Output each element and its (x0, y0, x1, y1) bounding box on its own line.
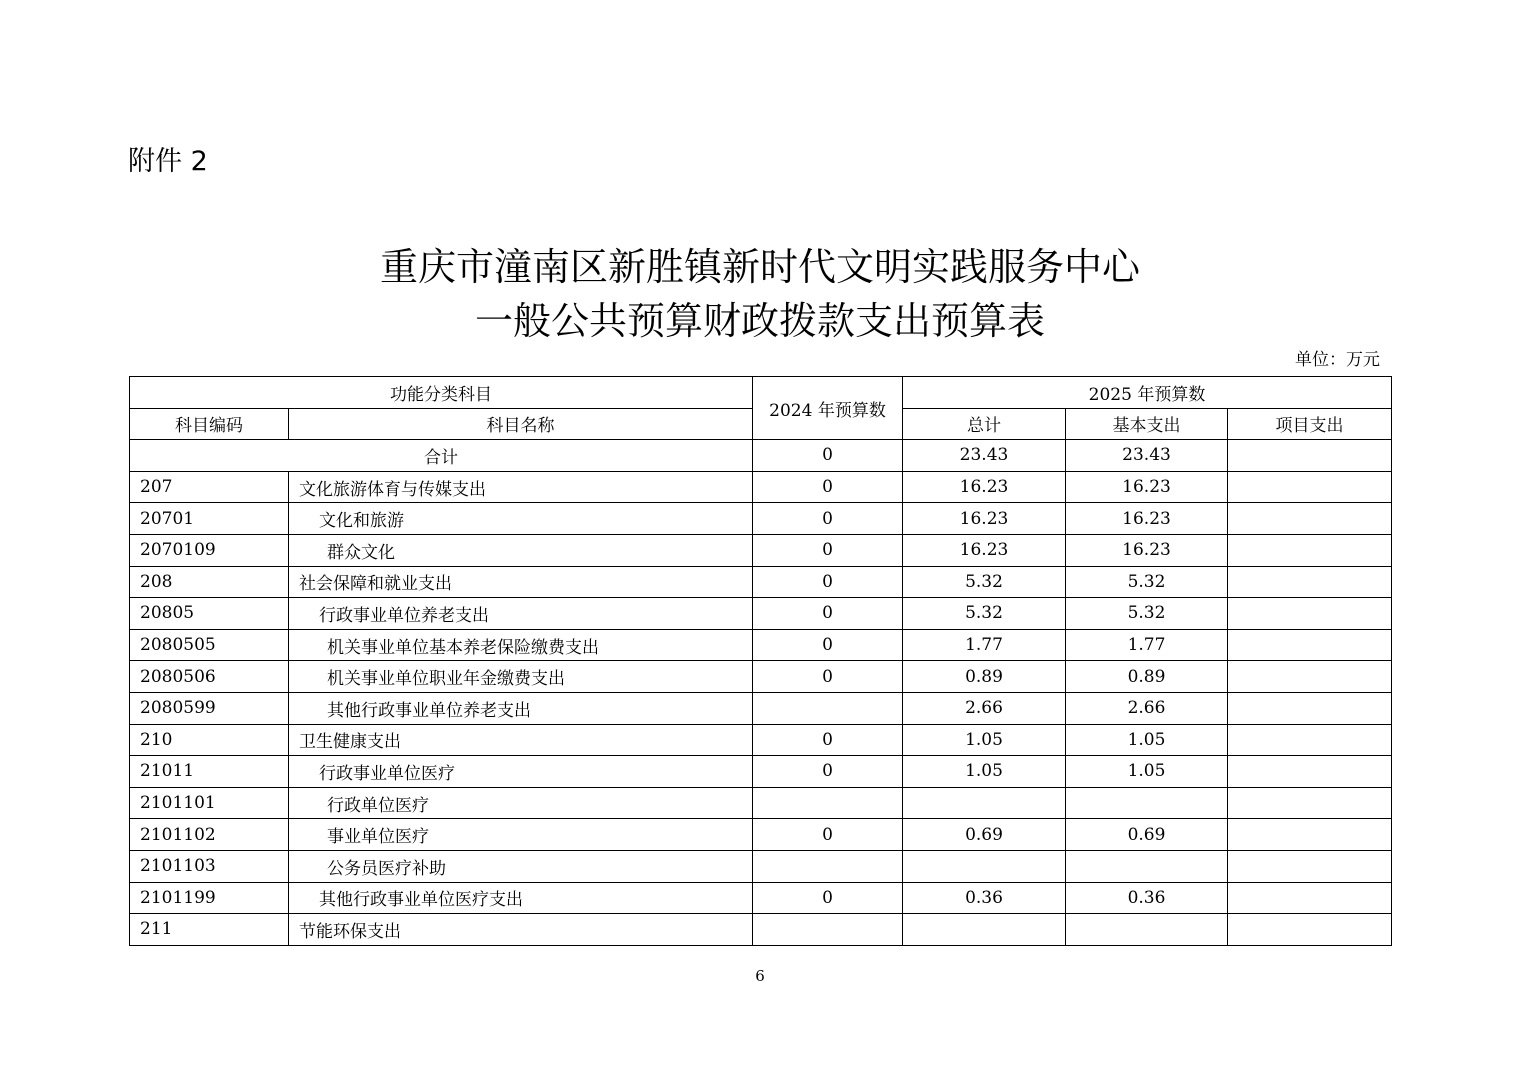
row-code: 2080506 (130, 661, 289, 693)
header-total: 总计 (903, 408, 1066, 440)
row-total: 1.05 (903, 756, 1066, 788)
table-row (130, 724, 1392, 756)
row-name: 群众文化 (289, 534, 753, 566)
row-budget-2024: 0 (753, 629, 903, 661)
row-total: 1.77 (903, 629, 1066, 661)
row-total: 5.32 (903, 566, 1066, 598)
row-total: 5.32 (903, 598, 1066, 630)
row-project (1228, 471, 1392, 503)
row-budget-2024: 0 (753, 503, 903, 535)
row-name: 社会保障和就业支出 (289, 566, 753, 598)
row-budget-2024: 0 (753, 661, 903, 693)
row-total (903, 914, 1066, 946)
budget-table (129, 376, 1392, 946)
row-basic: 0.36 (1066, 882, 1228, 914)
row-total: 0.89 (903, 661, 1066, 693)
row-code: 211 (130, 914, 289, 946)
row-name: 其他行政事业单位医疗支出 (289, 882, 753, 914)
row-name: 节能环保支出 (289, 914, 753, 946)
total-label: 合计 (130, 440, 753, 472)
table-row (130, 534, 1392, 566)
row-basic (1066, 787, 1228, 819)
row-total: 2.66 (903, 692, 1066, 724)
row-budget-2024: 0 (753, 724, 903, 756)
row-code: 2101199 (130, 882, 289, 914)
row-total: 0.69 (903, 819, 1066, 851)
row-project (1228, 629, 1392, 661)
row-budget-2024: 0 (753, 471, 903, 503)
row-project (1228, 503, 1392, 535)
row-basic: 16.23 (1066, 471, 1228, 503)
row-name: 机关事业单位基本养老保险缴费支出 (289, 629, 753, 661)
row-code: 20701 (130, 503, 289, 535)
row-code: 207 (130, 471, 289, 503)
row-code: 20805 (130, 598, 289, 630)
header-function-category: 功能分类科目 (130, 377, 753, 409)
row-name: 行政事业单位医疗 (289, 756, 753, 788)
unit-label: 单位：万元 (1295, 350, 1380, 370)
table-row (130, 692, 1392, 724)
row-basic: 16.23 (1066, 503, 1228, 535)
row-budget-2024: 0 (753, 882, 903, 914)
row-code: 208 (130, 566, 289, 598)
table-row (130, 661, 1392, 693)
row-name: 其他行政事业单位养老支出 (289, 692, 753, 724)
row-basic: 2.66 (1066, 692, 1228, 724)
total-project (1228, 440, 1392, 472)
row-total: 16.23 (903, 503, 1066, 535)
row-code: 2080599 (130, 692, 289, 724)
row-basic (1066, 850, 1228, 882)
table-row (130, 882, 1392, 914)
row-code: 2070109 (130, 534, 289, 566)
row-code: 21011 (130, 756, 289, 788)
total-basic: 23.43 (1066, 440, 1228, 472)
row-budget-2024 (753, 787, 903, 819)
row-basic: 1.77 (1066, 629, 1228, 661)
row-name: 公务员医疗补助 (289, 850, 753, 882)
header-basic-expense: 基本支出 (1066, 408, 1228, 440)
row-budget-2024: 0 (753, 819, 903, 851)
row-total (903, 850, 1066, 882)
table-row (130, 598, 1392, 630)
row-code: 2080505 (130, 629, 289, 661)
row-name: 行政单位医疗 (289, 787, 753, 819)
row-total: 1.05 (903, 724, 1066, 756)
row-total (903, 787, 1066, 819)
page-title-line-2: 一般公共预算财政拨款支出预算表 (474, 299, 1045, 343)
row-total: 0.36 (903, 882, 1066, 914)
row-budget-2024: 0 (753, 566, 903, 598)
row-project (1228, 566, 1392, 598)
row-name: 文化旅游体育与传媒支出 (289, 471, 753, 503)
table-row (130, 756, 1392, 788)
table-row (130, 850, 1392, 882)
row-name: 卫生健康支出 (289, 724, 753, 756)
row-code: 2101101 (130, 787, 289, 819)
header-subject-name: 科目名称 (289, 408, 753, 440)
row-project (1228, 787, 1392, 819)
header-budget-2025: 2025 年预算数 (903, 377, 1392, 409)
row-name: 机关事业单位职业年金缴费支出 (289, 661, 753, 693)
row-project (1228, 850, 1392, 882)
row-project (1228, 598, 1392, 630)
total-row (130, 440, 1392, 472)
attachment-label: 附件 2 (128, 146, 208, 177)
row-basic: 16.23 (1066, 534, 1228, 566)
row-project (1228, 661, 1392, 693)
table-row (130, 787, 1392, 819)
row-basic (1066, 914, 1228, 946)
row-budget-2024: 0 (753, 598, 903, 630)
row-basic: 1.05 (1066, 724, 1228, 756)
row-budget-2024 (753, 692, 903, 724)
table-row (130, 629, 1392, 661)
header-subject-code: 科目编码 (130, 408, 289, 440)
total-budget-2024: 0 (753, 440, 903, 472)
row-total: 16.23 (903, 534, 1066, 566)
row-project (1228, 914, 1392, 946)
row-budget-2024: 0 (753, 756, 903, 788)
row-budget-2024: 0 (753, 534, 903, 566)
row-code: 210 (130, 724, 289, 756)
row-project (1228, 882, 1392, 914)
row-basic: 0.89 (1066, 661, 1228, 693)
header-row-1 (130, 377, 1392, 409)
table-row (130, 819, 1392, 851)
row-name: 行政事业单位养老支出 (289, 598, 753, 630)
row-budget-2024 (753, 850, 903, 882)
row-project (1228, 534, 1392, 566)
row-name: 事业单位医疗 (289, 819, 753, 851)
row-code: 2101102 (130, 819, 289, 851)
row-basic: 1.05 (1066, 756, 1228, 788)
table-row (130, 503, 1392, 535)
table-row (130, 566, 1392, 598)
row-project (1228, 692, 1392, 724)
row-project (1228, 819, 1392, 851)
row-code: 2101103 (130, 850, 289, 882)
row-basic: 0.69 (1066, 819, 1228, 851)
table-row (130, 914, 1392, 946)
table-row (130, 471, 1392, 503)
row-budget-2024 (753, 914, 903, 946)
row-name: 文化和旅游 (289, 503, 753, 535)
row-project (1228, 756, 1392, 788)
row-total: 16.23 (903, 471, 1066, 503)
row-project (1228, 724, 1392, 756)
row-basic: 5.32 (1066, 566, 1228, 598)
header-budget-2024: 2024 年预算数 (753, 377, 903, 440)
total-total: 23.43 (903, 440, 1066, 472)
page-number: 6 (755, 967, 765, 985)
header-project-expense: 项目支出 (1228, 408, 1392, 440)
page-title-line-1: 重庆市潼南区新胜镇新时代文明实践服务中心 (379, 245, 1140, 289)
row-basic: 5.32 (1066, 598, 1228, 630)
